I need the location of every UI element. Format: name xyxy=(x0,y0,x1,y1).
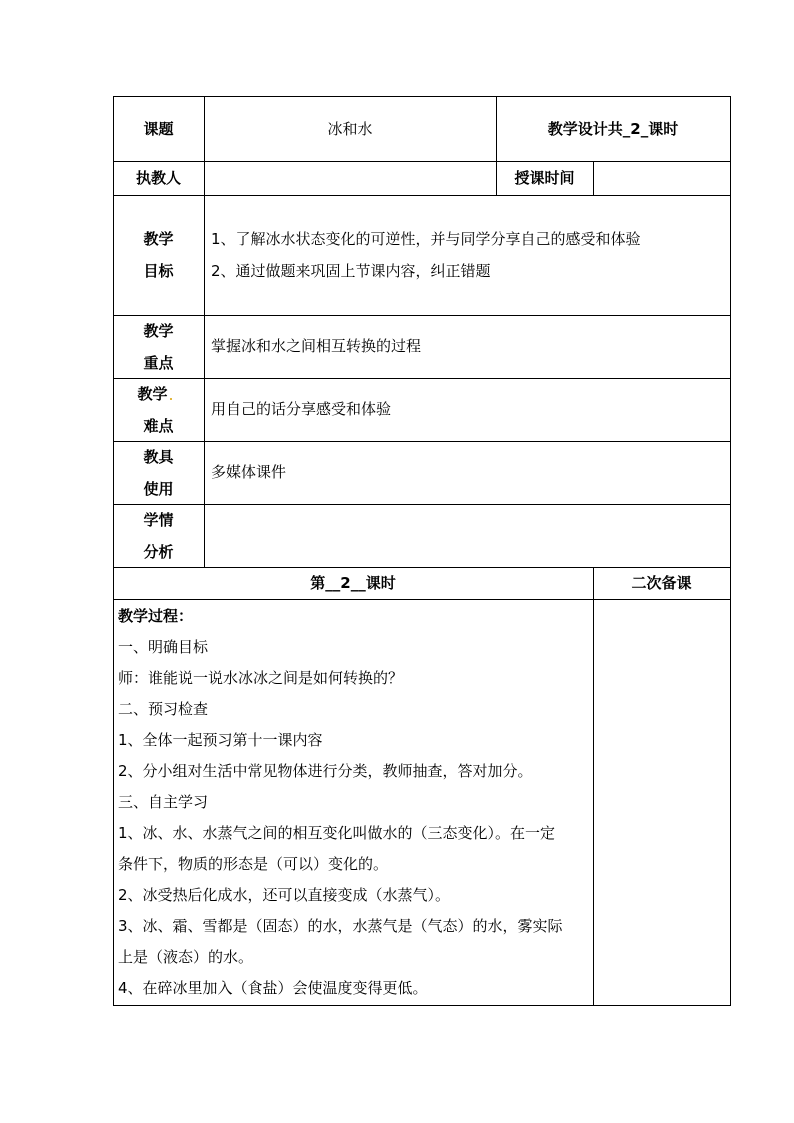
tools-label xyxy=(113,441,204,504)
focus-label xyxy=(113,315,204,378)
tools-label-line: 使用 xyxy=(143,479,174,498)
difficulty-label-line: 教学 xyxy=(137,384,168,403)
difficulty-label xyxy=(113,378,204,441)
topic-label: 课题 xyxy=(143,119,174,138)
time-label: 授课时间 xyxy=(514,169,575,187)
process-line: 4、在碎冰里加入（食盐）会使温度变得更低。 xyxy=(118,979,428,997)
process-line: 1、冰、水、水蒸气之间的相互变化叫做水的（三态变化）。在一定 xyxy=(118,824,556,842)
tools-label-line: 教具 xyxy=(143,447,174,466)
col-divider xyxy=(593,567,594,1005)
focus-content xyxy=(211,330,726,362)
focus-label-line: 教学 xyxy=(143,321,174,340)
goal-content xyxy=(211,223,726,287)
analysis-label-line: 学情 xyxy=(143,510,174,529)
teacher-value xyxy=(204,161,496,195)
difficulty-line: 用自己的话分享感受和体验 xyxy=(211,400,392,418)
session-title: 第__2__课时 xyxy=(310,574,396,592)
row-divider xyxy=(113,504,731,505)
process-heading: 教学过程： xyxy=(118,607,194,625)
row-divider xyxy=(113,378,731,379)
focus-line: 掌握冰和水之间相互转换的过程 xyxy=(211,337,422,355)
goal-label-line: 教学 xyxy=(143,230,174,248)
row-divider xyxy=(113,195,731,196)
difficulty-content xyxy=(211,393,726,425)
table-border-bottom xyxy=(113,1005,731,1006)
lesson-plan-count: 教学设计共_2_课时 xyxy=(547,119,679,138)
goal-line: 1、了解冰水状态变化的可逆性，并与同学分享自己的感受和体验 xyxy=(211,230,641,248)
process-line: 三、自主学习 xyxy=(118,793,209,811)
row-divider xyxy=(113,599,731,600)
tools-line: 多媒体课件 xyxy=(211,463,287,481)
process-line: 条件下，物质的形态是（可以）变化的。 xyxy=(118,855,389,873)
table-border-right xyxy=(730,96,731,1006)
process-line: 二、预习检查 xyxy=(118,700,209,718)
focus-label-line: 重点 xyxy=(143,353,174,372)
process-line: 1、全体一起预习第十一课内容 xyxy=(118,731,323,749)
analysis-label xyxy=(113,504,204,567)
process-line: 师：谁能说一说水冰冰之间是如何转换的？ xyxy=(118,669,404,687)
goal-line: 2、通过做题来巩固上节课内容，纠正错题 xyxy=(211,262,491,280)
backup-label: 二次备课 xyxy=(631,574,692,592)
process-line: 3、冰、霜、雪都是（固态）的水，水蒸气是（气态）的水，雾实际 xyxy=(118,917,563,935)
process-line: 上是（液态）的水。 xyxy=(118,948,254,966)
difficulty-label-line: 难点 xyxy=(143,416,174,435)
goal-label xyxy=(113,195,204,315)
analysis-label-line: 分析 xyxy=(143,542,174,561)
process-line: 2、冰受热后化成水，还可以直接变成（水蒸气）。 xyxy=(118,886,451,904)
row-divider xyxy=(113,315,731,316)
row-divider xyxy=(113,441,731,442)
tools-content xyxy=(211,456,726,488)
stray-mark xyxy=(170,398,172,400)
topic-value: 冰和水 xyxy=(327,119,373,138)
process-line: 一、明确目标 xyxy=(118,638,209,656)
teacher-label: 执教人 xyxy=(135,169,181,187)
process-content xyxy=(118,601,590,1004)
time-value xyxy=(593,161,730,195)
process-line: 2、分小组对生活中常见物体进行分类，教师抽查，答对加分。 xyxy=(118,762,533,780)
goal-label-line: 目标 xyxy=(143,262,174,280)
